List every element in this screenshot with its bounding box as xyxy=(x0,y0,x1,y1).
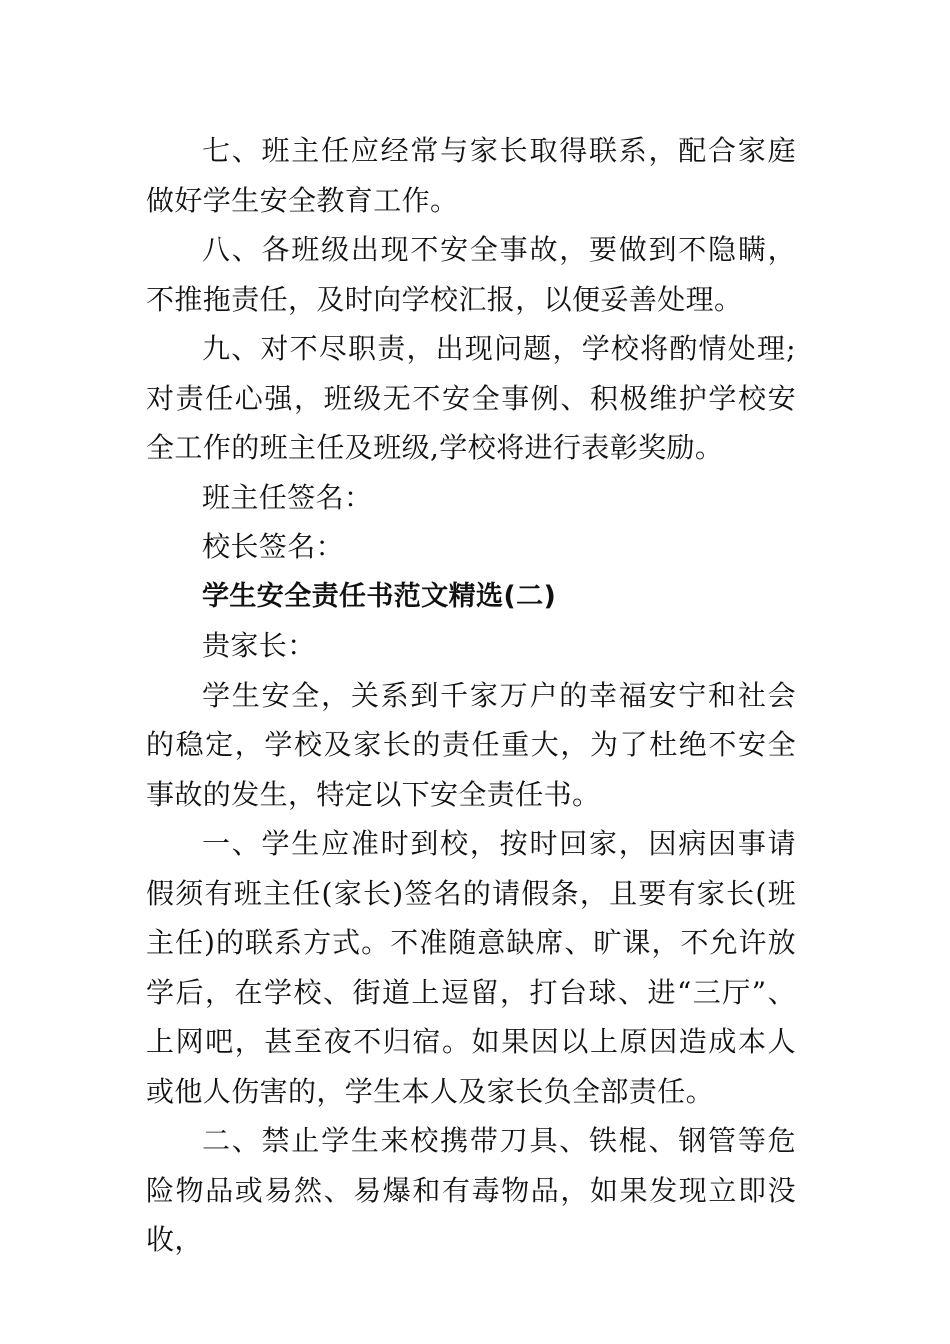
paragraph-item-2: 二、禁止学生来校携带刀具、铁棍、钢管等危险物品或易然、易爆和有毒物品，如果发现立即没收， xyxy=(146,1124,796,1256)
paragraph-item-8: 八、各班级出现不安全事故，要做到不隐瞒，不推拖责任，及时向学校汇报，以便妥善处理。 xyxy=(146,233,796,316)
salutation: 贵家长： xyxy=(202,629,316,662)
intro-paragraph: 学生安全，关系到千家万户的幸福安宁和社会的稳定，学校及家长的责任重大，为了杜绝不安全事故的发生，特定以下安全责任书。 xyxy=(146,678,796,811)
document-body xyxy=(146,126,796,1265)
section-heading: 学生安全责任书范文精选(二) xyxy=(202,580,557,612)
principal-signature: 校长签名： xyxy=(202,530,345,563)
paragraph-item-9: 九、对不尽职责，出现问题，学校将酌情处理;对责任心强，班级无不安全事例、积极维护学校安全工作的班主任及班级,学校将进行表彰奖励。 xyxy=(146,332,796,464)
paragraph-item-7: 七、班主任应经常与家长取得联系，配合家庭做好学生安全教育工作。 xyxy=(146,134,796,217)
paragraph-item-1: 一、学生应准时到校，按时回家，因病因事请假须有班主任(家长)签名的请假条，且要有家长(班主任)的联系方式。不准随意缺席、旷课，不允许放学后，在学校、街道上逗留，打台球、进“三厅”、上网吧，甚至夜不归宿。如果因以上原因造成本人或他人伤害的，学生本人及家长负全部责任。 xyxy=(146,827,796,1108)
class-teacher-signature: 班主任签名： xyxy=(202,480,373,514)
